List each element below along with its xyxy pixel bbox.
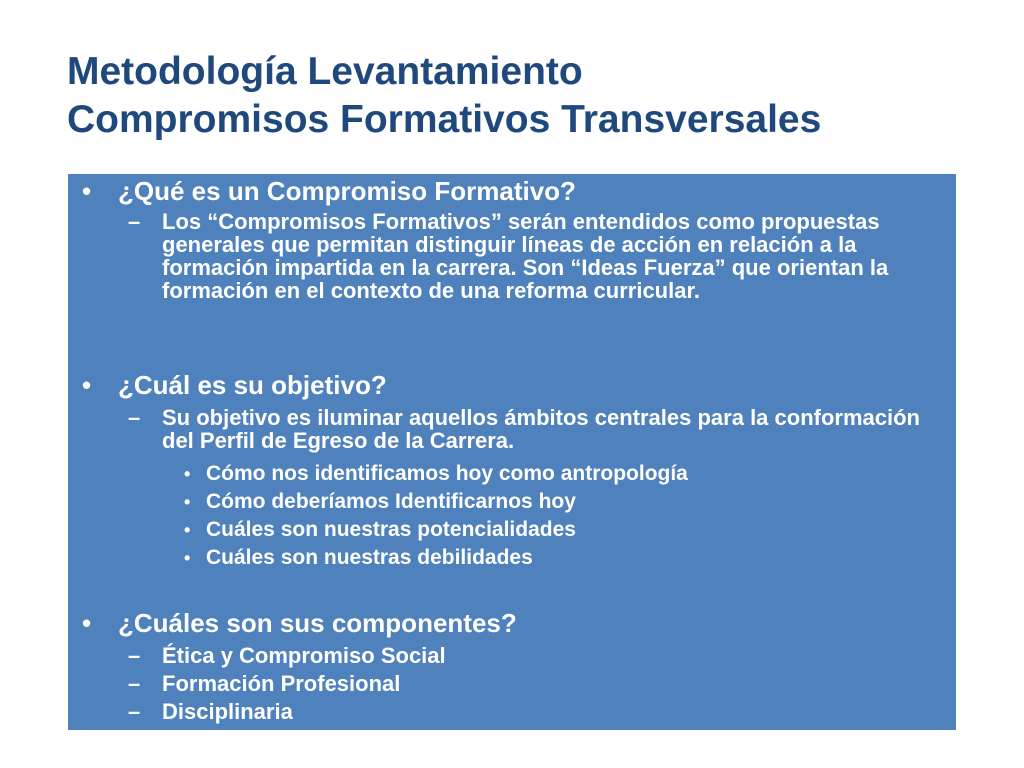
content-box bbox=[68, 174, 956, 730]
objective-item-2: Cómo deberíamos Identificarnos hoy bbox=[206, 490, 576, 513]
dash-icon: – bbox=[128, 699, 141, 724]
slide-title bbox=[67, 48, 987, 144]
objective-item-1: Cómo nos identificamos hoy como antropología bbox=[206, 462, 688, 485]
dash-icon: – bbox=[128, 405, 141, 430]
dash-icon: – bbox=[128, 643, 141, 668]
component-2: Formación Profesional bbox=[162, 671, 401, 696]
bullet-question-1 bbox=[82, 176, 576, 206]
bullet-question-3 bbox=[82, 608, 517, 638]
question-2-text: ¿Cuál es su objetivo? bbox=[118, 370, 387, 400]
dash-icon: – bbox=[128, 671, 141, 696]
component-item bbox=[128, 672, 942, 695]
sub-item-definition bbox=[128, 210, 942, 302]
objective-item-4: Cuáles son nuestras debilidades bbox=[206, 546, 533, 569]
list-item bbox=[184, 516, 576, 544]
dash-icon: – bbox=[128, 209, 141, 234]
component-1: Ética y Compromiso Social bbox=[162, 643, 446, 668]
bullet-icon: • bbox=[184, 520, 191, 540]
bullet-icon: • bbox=[184, 492, 191, 512]
list-item bbox=[184, 488, 576, 516]
sub-item-objective bbox=[128, 406, 942, 452]
bullet-icon: • bbox=[82, 176, 92, 206]
title-line-2: Compromisos Formativos Transversales bbox=[67, 98, 822, 141]
question-3-text: ¿Cuáles son sus componentes? bbox=[118, 608, 517, 638]
objective-text: Su objetivo es iluminar aquellos ámbitos centrales para la conformación del Perfil de Egreso de la Carrera. bbox=[162, 405, 920, 453]
title-line-1: Metodología Levantamiento bbox=[67, 50, 583, 93]
definition-text: Los “Compromisos Formativos” serán entendidos como propuestas generales que permitan distinguir líneas de acción en relación a la formación impartida en la carrera. Son “Ideas Fuerza” que orientan la formación en el contexto de una reforma curricular. bbox=[162, 209, 889, 303]
list-item bbox=[184, 460, 688, 488]
bullet-icon: • bbox=[184, 464, 191, 484]
component-3: Disciplinaria bbox=[162, 699, 293, 724]
bullet-icon: • bbox=[82, 370, 92, 400]
list-item bbox=[184, 544, 533, 572]
bullet-question-2 bbox=[82, 370, 387, 400]
bullet-icon: • bbox=[82, 608, 92, 638]
component-item bbox=[128, 644, 942, 667]
objective-item-3: Cuáles son nuestras potencialidades bbox=[206, 518, 576, 541]
question-1-text: ¿Qué es un Compromiso Formativo? bbox=[118, 176, 576, 206]
bullet-icon: • bbox=[184, 548, 191, 568]
component-item bbox=[128, 700, 942, 723]
